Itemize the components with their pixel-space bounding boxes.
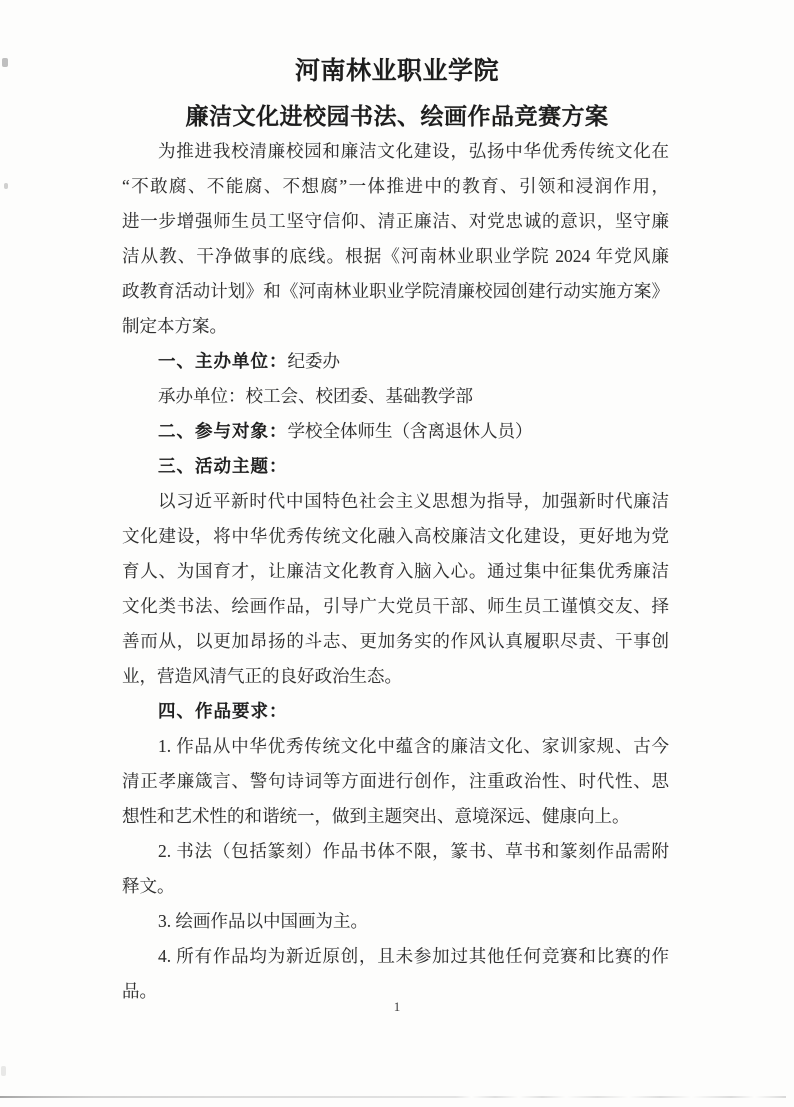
line-text: 品。 bbox=[122, 981, 157, 1001]
line-text: 善而从，以更加昂扬的斗志、更加务实的作风认真履职尽责、干事创 bbox=[122, 631, 669, 651]
line-text: 4. 所有作品均为新近原创，且未参加过其他任何竞赛和比赛的作 bbox=[158, 946, 669, 966]
text-line bbox=[122, 379, 669, 414]
doc-title-line1: 河南林业职业学院 bbox=[294, 58, 499, 85]
text-line bbox=[122, 344, 669, 379]
text-line bbox=[122, 134, 669, 169]
text-line bbox=[122, 624, 669, 659]
line-text: 2. 书法（包括篆刻）作品书体不限，篆书、草书和篆刻作品需附 bbox=[158, 841, 669, 861]
line-text: 想性和艺术性的和谐统一，做到主题突出、意境深远、健康向上。 bbox=[122, 806, 630, 826]
text-line bbox=[122, 449, 669, 484]
line-text: “不敢腐、不能腐、不想腐”一体推进中的教育、引领和浸润作用， bbox=[122, 176, 669, 196]
text-line bbox=[122, 764, 669, 799]
text-line bbox=[122, 939, 669, 974]
line-text: 纪委办 bbox=[287, 351, 340, 371]
scan-speck bbox=[4, 183, 8, 189]
text-line bbox=[122, 484, 669, 519]
text-line bbox=[122, 589, 669, 624]
scan-speck bbox=[1, 1066, 6, 1076]
heading-label: 三、活动主题： bbox=[158, 456, 288, 476]
text-line bbox=[122, 729, 669, 764]
line-text: 以习近平新时代中国特色社会主义思想为指导，加强新时代廉洁 bbox=[158, 491, 669, 511]
line-text: 进一步增强师生员工坚守信仰、清正廉洁、对党忠诚的意识，坚守廉 bbox=[122, 211, 669, 231]
text-line bbox=[122, 834, 669, 869]
text-line bbox=[122, 239, 669, 274]
heading-label: 一、主办单位： bbox=[158, 351, 288, 371]
text-line bbox=[122, 414, 669, 449]
heading-label: 二、参与对象： bbox=[158, 421, 288, 441]
text-line bbox=[122, 309, 669, 344]
line-text: 洁从教、干净做事的底线。根据《河南林业职业学院 2024 年党风廉 bbox=[122, 246, 669, 266]
heading-label: 四、作品要求： bbox=[158, 701, 288, 721]
doc-title-line2: 廉洁文化进校园书法、绘画作品竞赛方案 bbox=[185, 104, 609, 129]
line-text: 育人、为国育才，让廉洁文化教育入脑入心。通过集中征集优秀廉洁 bbox=[122, 561, 669, 581]
line-text: 1. 作品从中华优秀传统文化中蕴含的廉洁文化、家训家规、古今 bbox=[158, 736, 669, 756]
text-line bbox=[122, 554, 669, 589]
text-line bbox=[122, 869, 669, 904]
scan-speck bbox=[2, 58, 8, 67]
line-text: 承办单位：校工会、校团委、基础教学部 bbox=[158, 386, 473, 406]
line-text: 3. 绘画作品以中国画为主。 bbox=[158, 911, 368, 931]
text-line bbox=[122, 799, 669, 834]
line-text: 清正孝廉箴言、警句诗词等方面进行创作，注重政治性、时代性、思 bbox=[122, 771, 669, 791]
line-text: 为推进我校清廉校园和廉洁文化建设，弘扬中华优秀传统文化在 bbox=[158, 141, 669, 161]
doc-body bbox=[122, 134, 669, 1009]
line-text: 释文。 bbox=[122, 876, 175, 896]
text-line bbox=[122, 204, 669, 239]
line-text: 文化类书法、绘画作品，引导广大党员干部、师生员工谨慎交友、择 bbox=[122, 596, 669, 616]
text-line bbox=[122, 694, 669, 729]
text-line bbox=[122, 904, 669, 939]
line-text: 文化建设，将中华优秀传统文化融入高校廉洁文化建设，更好地为党 bbox=[122, 526, 669, 546]
scan-streak bbox=[0, 1096, 786, 1098]
line-text: 学校全体师生（含离退休人员） bbox=[287, 421, 533, 441]
line-text: 政教育活动计划》和《河南林业职业学院清廉校园创建行动实施方案》 bbox=[122, 281, 669, 301]
page-number: 1 bbox=[393, 999, 401, 1014]
line-text: 业，营造风清气正的良好政治生态。 bbox=[122, 666, 402, 686]
text-line bbox=[122, 659, 669, 694]
text-line bbox=[122, 169, 669, 204]
text-line bbox=[122, 274, 669, 309]
text-line bbox=[122, 519, 669, 554]
line-text: 制定本方案。 bbox=[122, 316, 227, 336]
